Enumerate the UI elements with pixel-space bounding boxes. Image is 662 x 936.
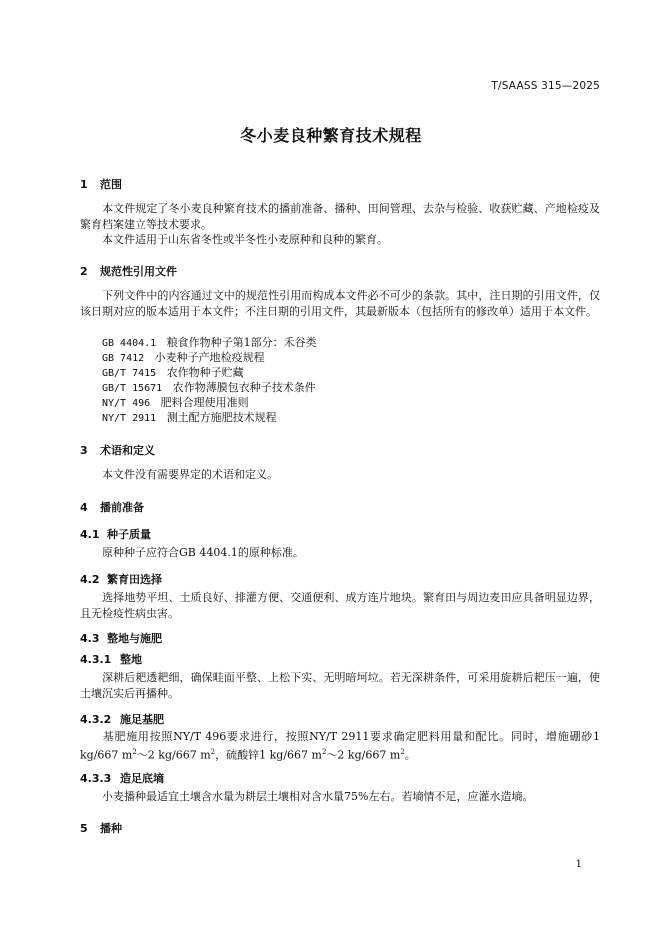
superscript: 2 (132, 747, 137, 756)
section-4-2-paragraph (80, 590, 600, 621)
section-number: 4.3 (80, 632, 100, 645)
section-4-3-3-paragraph (80, 789, 600, 805)
document-title: 冬小麦良种繁育技术规程 (240, 126, 422, 145)
reference-item (102, 350, 265, 366)
reference-code: NY/T 496 (102, 398, 151, 409)
reference-name: 测土配方施肥技术规程 (166, 411, 277, 424)
section-number: 4.1 (80, 528, 100, 541)
section-title: 范围 (100, 178, 122, 191)
section-number: 5 (80, 822, 88, 835)
superscript: 2 (210, 747, 216, 756)
paragraph-text: 本文件适用于山东省冬性或半冬性小麦原种和良种的繁育。 (102, 233, 388, 246)
paragraph-text: 本文件规定了冬小麦良种繁育技术的播前准备、播种、田间管理、去杂与检验、收获贮藏、产地检疫及繁育档案建立等技术要求。 (80, 202, 600, 231)
section-2-paragraph-1 (80, 288, 600, 319)
superscript: 2 (321, 747, 327, 756)
paragraph-text: 本文件没有需要界定的术语和定义。 (102, 468, 278, 481)
section-4-3-2-paragraph (80, 729, 600, 763)
section-number: 4.3.2 (80, 713, 112, 726)
section-title: 播前准备 (100, 501, 144, 514)
section-4-1-paragraph (80, 545, 600, 561)
section-number: 4.2 (80, 573, 100, 586)
section-number: 4 (80, 501, 88, 514)
section-title: 施足基肥 (120, 713, 164, 726)
paragraph-text: 深耕后耙透耙细，确保畦面平整、上松下实、无明暗坷垃。若无深耕条件，可采用旋耕后耙压一遍，使土壤沉实后再播种。 (80, 671, 600, 700)
reference-name: 小麦种子产地检疫规程 (154, 351, 265, 364)
reference-name: 农作物薄膜包衣种子技术条件 (172, 381, 316, 394)
section-number: 4.3.1 (80, 653, 112, 666)
section-number: 4.3.3 (80, 772, 112, 785)
reference-item (102, 380, 316, 396)
paragraph-text: 。 (404, 748, 416, 762)
section-title: 规范性引用文件 (100, 265, 177, 278)
reference-code: NY/T 2911 (102, 413, 157, 424)
paragraph-text: 原种种子应符合GB 4404.1的原种标准。 (102, 546, 304, 559)
section-2-heading (80, 263, 177, 279)
section-4-heading (80, 499, 144, 515)
reference-item (102, 395, 249, 411)
section-4-3-2-heading (80, 711, 164, 727)
section-title: 整地 (120, 653, 142, 666)
reference-code: GB/T 15671 (102, 383, 163, 394)
reference-name: 肥料合理使用准则 (160, 396, 249, 409)
paragraph-text: 选择地势平坦、土质良好、排灌方便、交通便利、成方连片地块。繁育田与周边麦田应具备明显边界，且无检疫性病虫害。 (80, 591, 600, 620)
reference-item (102, 335, 317, 351)
section-4-3-1-heading (80, 651, 142, 667)
section-4-3-heading (80, 630, 162, 646)
section-title: 整地与施肥 (107, 632, 162, 645)
section-4-2-heading (80, 571, 162, 587)
paragraph-text: 下列文件中的内容通过文中的规范性引用而构成本文件必不可少的条款。其中，注日期的引用文件，仅该日期对应的版本适用于本文件；不注日期的引用文件，其最新版本（包括所有的修改单）适用于本文件。 (80, 289, 600, 318)
section-number: 2 (80, 265, 88, 278)
section-1-heading (80, 176, 122, 192)
section-title: 播种 (100, 822, 122, 835)
section-title: 术语和定义 (100, 444, 155, 457)
paragraph-text: ，硫酸锌1 kg/667 m (215, 748, 322, 762)
superscript: 2 (400, 747, 405, 756)
reference-code: GB 4404.1 (102, 338, 157, 349)
section-5-heading (80, 820, 122, 836)
paragraph-text: 小麦播种最适宜土壤含水量为耕层土壤相对含水量75%左右。若墒情不足，应灌水造墒。 (102, 790, 534, 803)
reference-name: 农作物种子贮藏 (166, 366, 244, 379)
section-1-paragraph-2 (80, 232, 600, 248)
reference-item (102, 365, 244, 381)
reference-item (102, 410, 277, 426)
paragraph-text: 基肥施用按照NY/T 496要求进行，按照NY/T 2911要求确定肥料用量和配比。同时，增施硼砂1 kg/667 m (80, 730, 600, 762)
reference-code: GB/T 7415 (102, 368, 157, 379)
section-4-3-1-paragraph (80, 670, 600, 701)
reference-name: 粮食作物种子第1部分：禾谷类 (166, 336, 317, 349)
section-number: 3 (80, 444, 88, 457)
reference-code: GB 7412 (102, 353, 145, 364)
section-title: 种子质量 (107, 528, 151, 541)
section-title: 造足底墒 (120, 772, 164, 785)
section-4-3-3-heading (80, 770, 164, 786)
section-title: 繁育田选择 (107, 573, 162, 586)
section-3-heading (80, 442, 155, 458)
page-number: 1 (575, 859, 582, 870)
paragraph-text: ～2 kg/667 m (326, 748, 401, 762)
section-1-paragraph-1 (80, 201, 600, 232)
document-code: T/SAASS 315—2025 (491, 80, 600, 92)
paragraph-text: ～2 kg/667 m (136, 748, 211, 762)
section-4-1-heading (80, 526, 151, 542)
section-3-paragraph-1 (80, 467, 600, 483)
section-number: 1 (80, 178, 88, 191)
